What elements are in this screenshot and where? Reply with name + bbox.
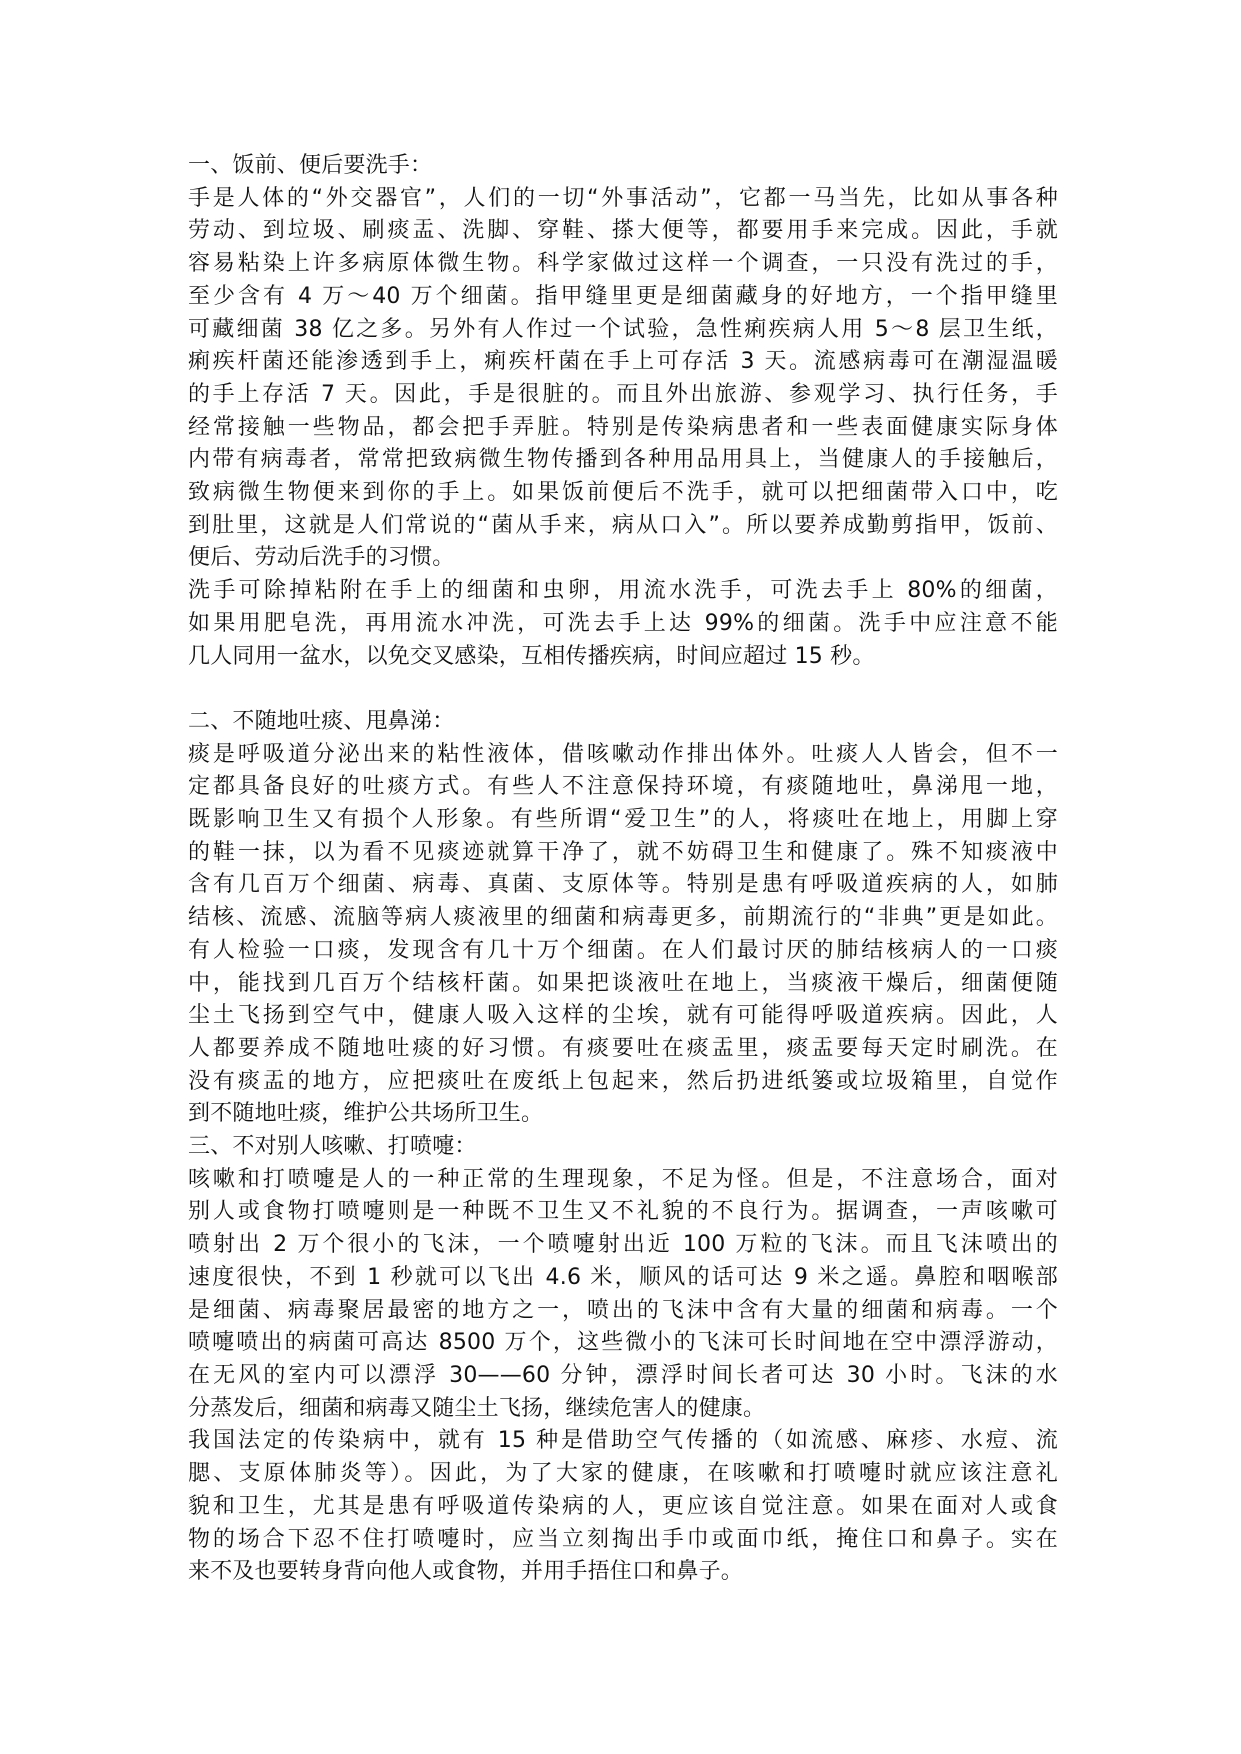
text-line: 痰是呼吸道分泌出来的粘性液体，借咳嗽动作排出体外。吐痰人人皆会，但不一	[188, 741, 1058, 767]
section-heading: 一、饭前、便后要洗手：	[188, 153, 433, 178]
text-line: 喷射出 2 万个很小的飞沫，一个喷嚏射出近 100 万粒的飞沫。而且飞沫喷出的	[188, 1232, 1058, 1258]
text-line: 分蒸发后，细菌和病毒又随尘土飞扬，继续危害人的健康。	[188, 1395, 766, 1421]
paragraph	[188, 575, 1058, 673]
text-line: 来不及也要转身背向他人或食物，并用手捂住口和鼻子。	[188, 1559, 744, 1585]
section-heading: 二、不随地吐痰、甩鼻涕：	[188, 708, 455, 734]
text-line: 如果用肥皂洗，再用流水冲洗，可洗去手上达 99%的细菌。洗手中应注意不能	[188, 610, 1058, 636]
paragraph	[188, 183, 1058, 575]
text-line: 没有痰盂的地方，应把痰吐在废纸上包起来，然后扔进纸篓或垃圾箱里，自觉作	[188, 1068, 1058, 1094]
text-line: 劳动、到垃圾、刷痰盂、洗脚、穿鞋、搽大便等，都要用手来完成。因此，手就	[188, 218, 1058, 244]
text-line: 到不随地吐痰，维护公共场所卫生。	[188, 1101, 544, 1127]
text-line: 的鞋一抹，以为看不见痰迹就算干净了，就不妨碍卫生和健康了。殊不知痰液中	[188, 839, 1058, 865]
paragraph	[188, 1164, 1058, 1426]
section-coughing-sneezing	[188, 1131, 1058, 1589]
text-line: 人都要养成不随地吐痰的好习惯。有痰要吐在痰盂里，痰盂要每天定时刷洗。在	[188, 1035, 1058, 1061]
text-line: 有人检验一口痰，发现含有几十万个细菌。在人们最讨厌的肺结核病人的一口痰	[188, 937, 1058, 963]
paragraph	[188, 1425, 1058, 1589]
section-spitting	[188, 706, 1058, 1131]
text-line: 痢疾杆菌还能渗透到手上，痢疾杆菌在手上可存活 3 天。流感病毒可在潮湿温暖	[188, 349, 1058, 375]
text-line: 尘土飞扬到空气中，健康人吸入这样的尘埃，就有可能得呼吸道疾病。因此，人	[188, 1003, 1058, 1029]
text-line: 喷嚏喷出的病菌可高达 8500 万个，这些微小的飞沫可长时间地在空中漂浮游动，	[188, 1330, 1058, 1356]
text-line: 至少含有 4 万～40 万个细菌。指甲缝里更是细菌藏身的好地方，一个指甲缝里	[188, 283, 1058, 309]
text-line: 物的场合下忍不住打喷嚏时，应当立刻掏出手巾或面巾纸，掩住口和鼻子。实在	[188, 1526, 1058, 1552]
text-line: 速度很快，不到 1 秒就可以飞出 4.6 米，顺风的话可达 9 米之遥。鼻腔和咽喉部	[188, 1264, 1058, 1290]
text-line: 几人同用一盆水，以免交叉感染，互相传播疾病，时间应超过 15 秒。	[188, 643, 875, 669]
blank-line	[188, 673, 1058, 706]
section-heading: 三、不对别人咳嗽、打喷嚏：	[188, 1134, 477, 1160]
text-line: 的手上存活 7 天。因此，手是很脏的。而且外出旅游、参观学习、执行任务，手	[188, 381, 1058, 407]
text-line: 别人或食物打喷嚏则是一种既不卫生又不礼貌的不良行为。据调查，一声咳嗽可	[188, 1199, 1058, 1225]
text-line: 在无风的室内可以漂浮 30——60 分钟，漂浮时间长者可达 30 小时。飞沫的水	[188, 1363, 1058, 1388]
text-line: 咳嗽和打喷嚏是人的一种正常的生理现象，不足为怪。但是，不注意场合，面对	[188, 1166, 1058, 1192]
text-line: 可藏细菌 38 亿之多。另外有人作过一个试验，急性痢疾病人用 5～8 层卫生纸，	[188, 316, 1058, 342]
document-page	[188, 150, 1058, 1589]
text-line: 腮、支原体肺炎等）。因此，为了大家的健康，在咳嗽和打喷嚏时就应该注意礼	[188, 1461, 1058, 1487]
text-line: 便后、劳动后洗手的习惯。	[188, 545, 455, 571]
text-line: 是细菌、病毒聚居最密的地方之一，喷出的飞沫中含有大量的细菌和病毒。一个	[188, 1297, 1058, 1323]
text-line: 内带有病毒者，常常把致病微生物传播到各种用品用具上，当健康人的手接触后，	[188, 447, 1058, 473]
text-line: 中，能找到几百万个结核杆菌。如果把谈液吐在地上，当痰液干燥后，细菌便随	[188, 970, 1058, 996]
text-line: 到肚里，这就是人们常说的“菌从手来，病从口入”。所以要养成勤剪指甲，饭前、	[188, 512, 1058, 538]
text-line: 我国法定的传染病中，就有 15 种是借助空气传播的（如流感、麻疹、水痘、流	[188, 1428, 1058, 1454]
text-line: 洗手可除掉粘附在手上的细菌和虫卵，用流水洗手，可洗去手上 80%的细菌，	[188, 578, 1058, 604]
section-hand-washing	[188, 150, 1058, 673]
text-line: 经常接触一些物品，都会把手弄脏。特别是传染病患者和一些表面健康实际身体	[188, 414, 1058, 440]
text-line: 手是人体的“外交器官”，人们的一切“外事活动”，它都一马当先，比如从事各种	[188, 185, 1058, 211]
text-line: 定都具备良好的吐痰方式。有些人不注意保持环境，有痰随地吐，鼻涕甩一地，	[188, 774, 1058, 800]
text-line: 貌和卫生，尤其是患有呼吸道传染病的人，更应该自觉注意。如果在面对人或食	[188, 1493, 1058, 1519]
text-line: 既影响卫生又有损个人形象。有些所谓“爱卫生”的人，将痰吐在地上，用脚上穿	[188, 807, 1058, 833]
paragraph	[188, 739, 1058, 1131]
text-line: 结核、流感、流脑等病人痰液里的细菌和病毒更多，前期流行的“非典”更是如此。	[188, 905, 1058, 931]
text-line: 致病微生物便来到你的手上。如果饭前便后不洗手，就可以把细菌带入口中，吃	[188, 480, 1058, 506]
text-line: 含有几百万个细菌、病毒、真菌、支原体等。特别是患有呼吸道疾病的人，如肺	[188, 872, 1058, 898]
text-line: 容易粘染上许多病原体微生物。科学家做过这样一个调查，一只没有洗过的手，	[188, 251, 1058, 277]
